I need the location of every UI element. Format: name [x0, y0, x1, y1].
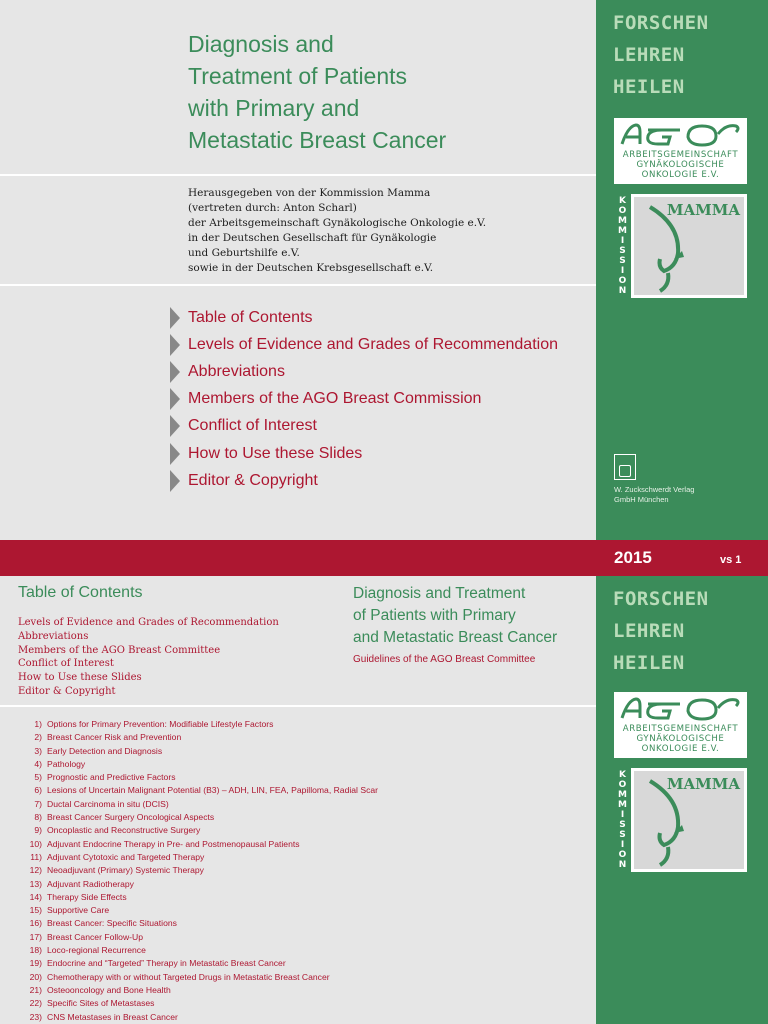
chapter-number: 6)	[34, 785, 42, 796]
chapter-item[interactable]	[18, 851, 378, 864]
document-title: Diagnosis and Treatment of Patients with Primary and Metastatic Breast Cancer	[188, 31, 447, 153]
chapter-label: Prognostic and Predictive Factors	[47, 772, 176, 783]
main-menu	[170, 304, 558, 494]
kommission-label: K O M M I S S I O N	[618, 770, 627, 870]
mamma-figure-icon	[640, 205, 710, 293]
menu-item-levels-of-evidence[interactable]: Levels of Evidence and Grades of Recommendation	[170, 331, 558, 358]
chapter-item[interactable]	[18, 811, 378, 824]
chapter-number: 16)	[29, 918, 42, 929]
chapter-label: Chemotherapy with or without Targeted Drugs in Metastatic Breast Cancer	[47, 971, 330, 982]
chapter-label: Breast Cancer: Specific Situations	[47, 918, 177, 929]
chapter-item[interactable]	[18, 931, 378, 944]
motto-lehren: LEHREN	[613, 44, 685, 66]
year-band	[0, 540, 768, 576]
sidebar	[596, 576, 768, 1024]
chapter-label: Lesions of Uncertain Malignant Potential (B3) – ADH, LIN, FEA, Papilloma, Radial Scar	[47, 785, 379, 796]
chapter-number: 11)	[30, 851, 42, 862]
chapter-item[interactable]	[18, 917, 378, 930]
chapter-number: 12)	[29, 865, 42, 876]
chapter-number: 22)	[29, 998, 42, 1009]
toc-link-abbreviations[interactable]: Abbreviations	[18, 630, 89, 642]
menu-item-conflict-of-interest[interactable]: Conflict of Interest	[170, 413, 558, 440]
chapter-number: 23)	[29, 1011, 42, 1022]
toc-link-conflict-of-interest[interactable]: Conflict of Interest	[18, 658, 114, 670]
chapter-item[interactable]	[18, 971, 378, 984]
sidebar	[596, 0, 768, 540]
chapter-item[interactable]	[18, 824, 378, 837]
chapter-item[interactable]	[18, 718, 378, 731]
ago-logo-icon	[618, 122, 743, 148]
chapter-list	[18, 718, 378, 1024]
ago-logo-icon	[618, 696, 743, 722]
motto-heilen: HEILEN	[613, 652, 685, 674]
chapter-item[interactable]	[18, 944, 378, 957]
chapter-number: 1)	[34, 719, 42, 729]
chapter-number: 9)	[34, 825, 42, 836]
menu-item-table-of-contents[interactable]: Table of Contents	[170, 304, 558, 331]
toc-slide	[0, 576, 768, 1024]
motto-lehren: LEHREN	[613, 620, 685, 642]
chapter-item[interactable]	[18, 878, 378, 891]
chapter-number: 14)	[29, 891, 42, 902]
chapter-label: Adjuvant Endocrine Therapy in Pre- and Postmenopausal Patients	[47, 838, 300, 849]
chapter-number: 8)	[34, 812, 42, 823]
chapter-number: 13)	[29, 878, 42, 889]
triangle-right-icon	[170, 415, 180, 437]
chapter-label: Options for Primary Prevention: Modifiable Lifestyle Factors	[47, 719, 274, 729]
chapter-item[interactable]	[18, 784, 378, 797]
editors-block: Herausgegeben von der Kommission Mamma (vertreten durch: Anton Scharl) der Arbeitsgemeinschaft Gynäkologische Onkologie e.V. in der Deutschen Gesellschaft für Gynäkologie und Geburtshilfe e.V. sowie in der Deutschen Krebsgesellschaft e.V.	[188, 187, 487, 274]
version-label: vs 1	[720, 554, 742, 566]
year-label: 2015	[614, 548, 652, 567]
chapter-item[interactable]	[18, 1011, 378, 1024]
chapter-label: Specific Sites of Metastases	[47, 998, 155, 1009]
toc-links	[18, 616, 279, 699]
toc-link-levels-of-evidence[interactable]: Levels of Evidence and Grades of Recommendation	[18, 617, 279, 628]
motto-forschen: FORSCHEN	[613, 12, 709, 34]
chapter-label: Osteooncology and Bone Health	[47, 984, 171, 995]
motto-forschen: FORSCHEN	[613, 588, 709, 610]
chapter-label: Breast Cancer Surgery Oncological Aspects	[47, 812, 215, 823]
triangle-right-icon	[170, 334, 180, 356]
chapter-item[interactable]	[18, 984, 378, 997]
chapter-label: Oncoplastic and Reconstructive Surgery	[47, 825, 201, 836]
chapter-number: 3)	[34, 745, 42, 756]
divider	[0, 284, 597, 286]
chapter-number: 5)	[34, 772, 42, 783]
publisher-logo-icon	[614, 454, 636, 480]
chapter-label: Endocrine and “Targeted” Therapy in Metastatic Breast Cancer	[47, 958, 286, 969]
chapter-item[interactable]	[18, 838, 378, 851]
kommission-label: K O M M I S S I O N	[618, 196, 627, 296]
chapter-label: Early Detection and Diagnosis	[47, 745, 163, 756]
triangle-right-icon	[170, 470, 180, 492]
chapter-label: CNS Metastases in Breast Cancer	[47, 1011, 178, 1022]
chapter-item[interactable]	[18, 904, 378, 917]
chapter-label: Supportive Care	[47, 905, 110, 916]
chapter-item[interactable]	[18, 745, 378, 758]
kommission-mamma-logo	[614, 194, 747, 298]
chapter-number: 21)	[29, 984, 42, 995]
divider	[0, 174, 597, 176]
menu-item-how-to-use[interactable]: How to Use these Slides	[170, 440, 558, 467]
toc-link-editor-copyright[interactable]: Editor & Copyright	[18, 685, 116, 697]
chapter-item[interactable]	[18, 864, 378, 877]
chapter-label: Loco-regional Recurrence	[47, 945, 146, 956]
mamma-figure-icon	[640, 779, 710, 867]
mamma-label: MAMMA	[666, 201, 740, 219]
chapter-item[interactable]	[18, 771, 378, 784]
chapter-label: Adjuvant Cytotoxic and Targeted Therapy	[47, 851, 205, 862]
menu-item-abbreviations[interactable]: Abbreviations	[170, 358, 558, 385]
chapter-item[interactable]	[18, 731, 378, 744]
chapter-number: 20)	[29, 971, 42, 982]
divider	[0, 705, 597, 707]
chapter-item[interactable]	[18, 798, 378, 811]
toc-link-members[interactable]: Members of the AGO Breast Committee	[18, 644, 221, 656]
chapter-item[interactable]	[18, 997, 378, 1010]
chapter-number: 4)	[34, 758, 42, 769]
chapter-item[interactable]	[18, 957, 378, 970]
document-subtitle: Guidelines of the AGO Breast Committee	[353, 654, 536, 665]
kommission-mamma-logo	[614, 768, 747, 872]
publisher: W. Zuckschwerdt Verlag GmbH München	[614, 454, 754, 505]
chapter-number: 2)	[34, 732, 42, 743]
chapter-number: 15)	[29, 905, 42, 916]
chapter-label: Neoadjuvant (Primary) Systemic Therapy	[47, 865, 204, 876]
chapter-number: 10)	[29, 838, 42, 849]
motto-heilen: HEILEN	[613, 76, 685, 98]
ago-logo: ARBEITSGEMEINSCHAFT GYNÄKOLOGISCHE ONKOLOGIE E.V.	[614, 692, 747, 758]
chapter-number: 18)	[29, 945, 42, 956]
menu-item-members[interactable]: Members of the AGO Breast Commission	[170, 386, 558, 413]
toc-link-how-to-use[interactable]: How to Use these Slides	[18, 672, 142, 684]
chapter-item[interactable]	[18, 891, 378, 904]
document-title: Diagnosis and Treatment of Patients with Primary and Metastatic Breast Cancer	[353, 585, 558, 646]
menu-item-editor-copyright[interactable]: Editor & Copyright	[170, 467, 558, 494]
chapter-number: 17)	[29, 931, 42, 942]
chapter-number: 7)	[34, 798, 42, 809]
chapter-label: Breast Cancer Follow-Up	[47, 931, 143, 942]
triangle-right-icon	[170, 443, 180, 465]
chapter-label: Breast Cancer Risk and Prevention	[47, 732, 182, 743]
chapter-number: 19)	[29, 958, 42, 969]
chapter-item[interactable]	[18, 758, 378, 771]
triangle-right-icon	[170, 388, 180, 410]
ago-logo: ARBEITSGEMEINSCHAFT GYNÄKOLOGISCHE ONKOLOGIE E.V.	[614, 118, 747, 184]
chapter-label: Therapy Side Effects	[47, 891, 127, 902]
triangle-right-icon	[170, 307, 180, 329]
chapter-label: Pathology	[47, 758, 86, 769]
mamma-label: MAMMA	[666, 775, 740, 793]
chapter-label: Adjuvant Radiotherapy	[47, 878, 134, 889]
chapter-label: Ductal Carcinoma in situ (DCIS)	[47, 798, 169, 809]
triangle-right-icon	[170, 361, 180, 383]
toc-title: Table of Contents	[18, 584, 143, 601]
